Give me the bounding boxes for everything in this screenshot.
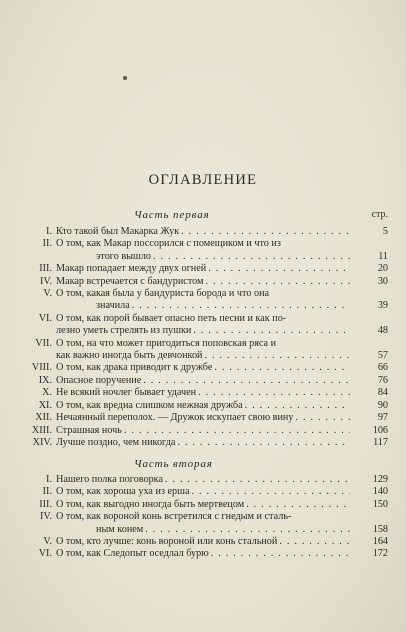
page-number: 11 bbox=[378, 250, 388, 262]
toc-entry bbox=[16, 498, 388, 511]
page-number: 106 bbox=[372, 424, 388, 436]
chapter-number: X. bbox=[42, 387, 52, 399]
chapter-number: II. bbox=[42, 238, 52, 250]
leader-dots bbox=[246, 499, 350, 511]
toc-entry bbox=[16, 399, 388, 412]
page-title: ОГЛАВЛЕНИЕ bbox=[148, 172, 258, 188]
leader-dots bbox=[181, 226, 350, 238]
chapter-title: О том, как порой бывает опасно петь песни и как по- bbox=[56, 312, 287, 324]
toc-entry bbox=[16, 536, 388, 548]
page-number: 97 bbox=[377, 412, 388, 424]
chapter-number: V. bbox=[43, 536, 52, 548]
print-speck bbox=[123, 76, 127, 80]
chapter-title: О том, на что может пригодиться поповская ряса и bbox=[56, 337, 277, 349]
leader-dots bbox=[205, 276, 350, 288]
leader-dots bbox=[145, 524, 350, 536]
chapter-title: О том, как выгодно иногда быть мертвецом bbox=[56, 498, 245, 510]
chapter-title-continuation: значила bbox=[96, 300, 130, 312]
chapter-title: О том, как хороша уха из ерша bbox=[56, 486, 190, 498]
chapter-number: XIII. bbox=[31, 424, 52, 436]
leader-dots bbox=[143, 375, 350, 387]
chapter-title: О том, как вороной конь встретился с гнедым и сталь- bbox=[56, 511, 292, 523]
page-number: 30 bbox=[377, 275, 388, 287]
chapter-number: XI. bbox=[38, 399, 52, 411]
toc-entry bbox=[16, 387, 388, 399]
leader-dots bbox=[279, 536, 350, 548]
page-number: 140 bbox=[372, 486, 388, 498]
chapter-title: Не всякий ночлег бывает удачен bbox=[56, 387, 197, 399]
toc-part-two bbox=[16, 474, 388, 561]
page-number: 48 bbox=[377, 325, 388, 337]
chapter-number: I. bbox=[46, 226, 52, 237]
toc-entry bbox=[16, 486, 388, 498]
chapter-title: Кто такой был Макарка Жук bbox=[56, 226, 180, 237]
page-number: 39 bbox=[377, 300, 388, 312]
toc-entry bbox=[16, 424, 388, 437]
page-number: 84 bbox=[377, 387, 388, 399]
part-one-label: Часть первая bbox=[134, 209, 210, 221]
leader-dots bbox=[132, 300, 350, 312]
leader-dots bbox=[205, 350, 350, 362]
leader-dots bbox=[153, 251, 350, 263]
page-number: 164 bbox=[372, 536, 388, 548]
chapter-title: Нечаянный переполох. — Дружок искупает свою вину bbox=[56, 412, 294, 424]
toc-entry bbox=[16, 238, 388, 263]
chapter-number: XIV. bbox=[32, 436, 52, 448]
chapter-number: IV. bbox=[40, 275, 52, 287]
toc-entry bbox=[16, 275, 388, 288]
page-number: 5 bbox=[382, 226, 388, 237]
page-column-label: стр. bbox=[371, 209, 388, 220]
toc-entry bbox=[16, 412, 388, 424]
page-number: 20 bbox=[377, 263, 388, 275]
page-number: 158 bbox=[372, 523, 388, 535]
toc-entry bbox=[16, 374, 388, 387]
part-two-label: Часть вторая bbox=[134, 458, 213, 470]
chapter-title: О том, как вредна слишком нежная дружба bbox=[56, 399, 243, 411]
page-number: 57 bbox=[377, 350, 388, 362]
page-number: 150 bbox=[372, 498, 388, 510]
toc-entry bbox=[16, 511, 388, 536]
chapter-number: V. bbox=[43, 288, 52, 300]
leader-dots bbox=[192, 486, 350, 498]
chapter-title: Лучше поздно, чем никогда bbox=[56, 436, 176, 448]
leader-dots bbox=[295, 412, 350, 424]
chapter-title: Макар попадает между двух огней bbox=[56, 263, 207, 275]
chapter-number: IX. bbox=[38, 374, 52, 386]
page-number: 172 bbox=[372, 548, 388, 560]
page-number: 129 bbox=[372, 474, 388, 485]
leader-dots bbox=[193, 325, 350, 337]
chapter-number: II. bbox=[42, 486, 52, 498]
chapter-number: XII. bbox=[35, 412, 52, 424]
toc-entry bbox=[16, 362, 388, 374]
chapter-number: IV. bbox=[40, 511, 52, 523]
chapter-title: О том, кто лучше: конь вороной или конь стальной bbox=[56, 536, 278, 548]
chapter-title: Страшная ночь bbox=[56, 424, 122, 436]
leader-dots bbox=[165, 474, 350, 486]
chapter-title: Нашего полка поговорка bbox=[56, 474, 163, 485]
toc-entry bbox=[16, 288, 388, 313]
leader-dots bbox=[211, 548, 350, 560]
toc-entry bbox=[16, 548, 388, 560]
page-number: 76 bbox=[377, 374, 388, 386]
page-number: 66 bbox=[377, 362, 388, 374]
leader-dots bbox=[177, 437, 350, 449]
chapter-number: VI. bbox=[38, 548, 52, 560]
leader-dots bbox=[245, 400, 350, 412]
page-number: 90 bbox=[377, 399, 388, 411]
chapter-title: Макар встречается с бандуристом bbox=[56, 275, 204, 287]
leader-dots bbox=[124, 425, 350, 437]
page-number: 117 bbox=[373, 436, 388, 448]
leader-dots bbox=[208, 263, 350, 275]
toc-entry bbox=[16, 474, 388, 486]
chapter-title: Опасное поручение bbox=[56, 374, 142, 386]
toc-entry bbox=[16, 312, 388, 338]
chapter-number: VII. bbox=[35, 337, 52, 349]
chapter-number: III. bbox=[39, 263, 52, 275]
leader-dots bbox=[198, 387, 350, 399]
leader-dots bbox=[214, 362, 350, 374]
chapter-number: VIII. bbox=[31, 362, 52, 374]
chapter-title-continuation: этого вышло bbox=[96, 250, 152, 262]
toc-entry bbox=[16, 263, 388, 275]
chapter-title-continuation: лезно уметь стрелять из пушки bbox=[56, 325, 192, 337]
toc-entry bbox=[16, 337, 388, 363]
toc-part-one bbox=[16, 226, 388, 449]
chapter-title-continuation: как важно иногда быть девчонкой bbox=[56, 350, 203, 362]
chapter-number: VI. bbox=[38, 312, 52, 324]
chapter-title-continuation: ным конем bbox=[96, 523, 144, 535]
chapter-title: О том, какая была у бандуриста борода и что она bbox=[56, 288, 270, 300]
toc-entry bbox=[16, 436, 388, 449]
chapter-title: О том, как драка приводит к дружбе bbox=[56, 362, 213, 374]
chapter-number: III. bbox=[39, 498, 52, 510]
chapter-title: О том, как Макар поссорился с помещиком и что из bbox=[56, 238, 281, 250]
chapter-number: I. bbox=[46, 474, 52, 485]
chapter-title: О том, как Следопыт оседлал бурю bbox=[56, 548, 209, 560]
toc-entry bbox=[16, 226, 388, 238]
